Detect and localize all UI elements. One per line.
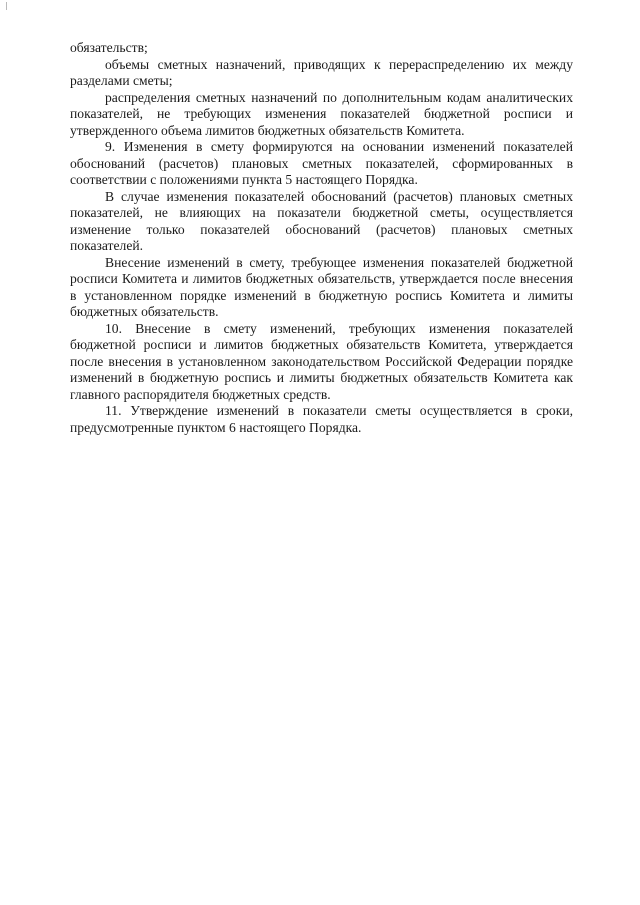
paragraph-clause-10: 10. Внесение в смету изменений, требующих изменения показателей бюджетной росписи и лимитов бюджетных обязательств Комитета, утверждается после внесения в установленном законодательством Российской Федерации порядке изменений в бюджетную роспись и лимиты бюджетных обязательств Комитета как главного распорядителя бюджетных средств. xyxy=(70,320,573,402)
paragraph-clause-9-amendment: Внесение изменений в смету, требующее изменения показателей бюджетной росписи Комитета и лимитов бюджетных обязательств, утверждается после внесения в установленном порядке изменений в бюджетную роспись Комитета и лимиты бюджетных обязательств. xyxy=(70,254,573,319)
scan-margin-mark xyxy=(6,2,11,10)
paragraph-continuation: обязательств; xyxy=(70,40,148,55)
paragraph-clause-11: 11. Утверждение изменений в показатели сметы осуществляется в сроки, предусмотренные пунктом 6 настоящего Порядка. xyxy=(70,403,573,435)
paragraph-item-volumes: объемы сметных назначений, приводящих к перераспределению их между разделами сметы; xyxy=(70,56,573,88)
paragraph-clause-9-case: В случае изменения показателей обоснований (расчетов) плановых сметных показателей, не влияющих на показатели бюджетной сметы, осуществляется изменение только показателей обоснований (расчетов) плановых сметных показателей. xyxy=(70,188,573,253)
paragraph-item-distribution: распределения сметных назначений по дополнительным кодам аналитических показателей, не требующих изменения показателей бюджетной росписи и утвержденного объема лимитов бюджетных обязательств Комитета. xyxy=(70,89,573,138)
paragraph-clause-9: 9. Изменения в смету формируются на основании изменений показателей обоснований (расчетов) плановых сметных показателей, сформированных в соответствии с положениями пункта 5 настоящего Порядка. xyxy=(70,139,573,187)
document-body xyxy=(70,40,573,436)
